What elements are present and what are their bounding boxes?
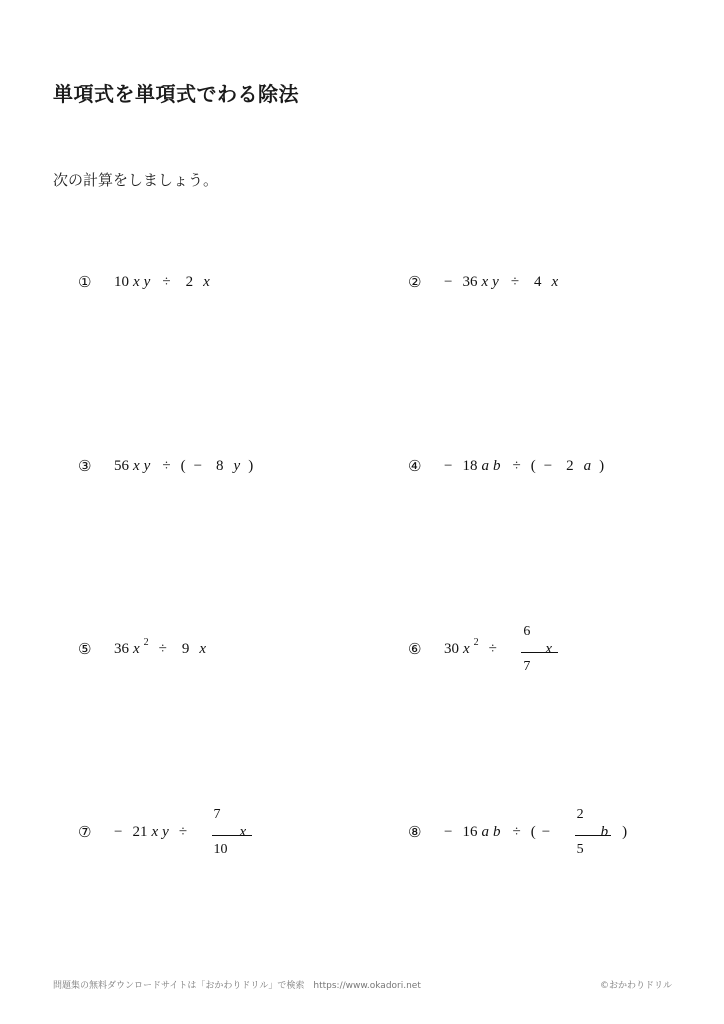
expression — [114, 274, 210, 291]
problem-number: ④ — [408, 457, 422, 475]
coefficient: 4 — [534, 273, 542, 290]
expression — [444, 458, 604, 475]
coefficient: 16 — [462, 823, 478, 840]
variable: x — [133, 457, 140, 474]
problem-7 — [78, 806, 247, 857]
problem-number: ⑦ — [78, 823, 92, 841]
expression — [444, 606, 552, 693]
variable: a — [481, 823, 489, 840]
fraction-denominator: 10 — [213, 841, 228, 857]
fraction-numerator: 6 — [523, 623, 531, 639]
expression — [444, 274, 558, 291]
divide-sign: ÷ — [162, 273, 171, 290]
problem-number: ① — [78, 273, 92, 291]
variable: x — [199, 640, 207, 657]
coefficient: 8 — [216, 457, 224, 474]
close-paren: ) — [599, 457, 605, 474]
open-paren: ( — [530, 823, 536, 840]
fraction-denominator: 7 — [523, 658, 531, 674]
variable: x — [133, 273, 140, 290]
variable: b — [492, 823, 501, 840]
variable: y — [143, 457, 151, 474]
minus-sign: − — [444, 273, 453, 290]
minus-sign: − — [193, 457, 203, 474]
problem-8 — [408, 806, 628, 857]
minus-sign: − — [444, 823, 453, 840]
instruction-text: 次の計算をしましょう。 — [53, 171, 219, 189]
coefficient: 56 — [114, 457, 129, 474]
problem-3 — [78, 446, 253, 486]
variable: x — [481, 273, 489, 290]
divide-sign: ÷ — [512, 457, 521, 474]
problem-1 — [78, 262, 210, 302]
coefficient: 18 — [462, 457, 478, 474]
divide-sign: ÷ — [162, 457, 171, 474]
problem-number: ⑤ — [78, 640, 92, 658]
close-paren: ) — [248, 457, 254, 474]
problem-6 — [408, 623, 553, 674]
minus-sign: − — [114, 823, 123, 840]
close-paren: ) — [622, 823, 628, 840]
problem-number: ⑧ — [408, 823, 422, 841]
fraction-numerator: 7 — [213, 806, 221, 822]
variable: b — [600, 823, 609, 840]
minus-sign: − — [444, 457, 453, 474]
variable: y — [492, 273, 499, 290]
variable: x — [545, 640, 553, 657]
minus-sign: − — [543, 457, 553, 474]
divide-sign: ÷ — [512, 823, 521, 840]
expression — [444, 789, 627, 876]
divide-sign: ÷ — [488, 640, 497, 657]
problem-4 — [408, 446, 604, 486]
coefficient: 36 — [114, 640, 129, 657]
coefficient: 2 — [566, 457, 574, 474]
variable: b — [492, 457, 501, 474]
coefficient: 10 — [114, 273, 129, 290]
expression — [114, 789, 246, 876]
open-paren: ( — [180, 457, 186, 474]
expression — [114, 636, 207, 658]
fraction-denominator: 5 — [576, 841, 584, 857]
variable: x — [151, 823, 159, 840]
problem-number: ⑥ — [408, 640, 422, 658]
problem-2 — [408, 262, 558, 302]
fraction — [189, 789, 230, 876]
expression — [114, 458, 253, 475]
exponent: 2 — [473, 636, 479, 648]
variable: x — [203, 273, 210, 290]
problem-number: ② — [408, 273, 422, 291]
divide-sign: ÷ — [510, 273, 520, 290]
variable: x — [133, 640, 140, 657]
exponent: 2 — [143, 636, 149, 648]
footer-site-note: 問題集の無料ダウンロードサイトは「おかわりドリル」で検索 https://www.okadori.net — [53, 981, 421, 991]
minus-sign: − — [541, 823, 551, 840]
fraction — [552, 789, 589, 876]
coefficient: 36 — [462, 273, 478, 290]
variable: a — [583, 457, 592, 474]
variable: y — [233, 457, 241, 474]
coefficient: 21 — [132, 823, 148, 840]
coefficient: 2 — [185, 273, 194, 290]
variable: x — [551, 273, 559, 290]
divide-sign: ÷ — [178, 823, 188, 840]
fraction-numerator: 2 — [576, 806, 584, 822]
variable: y — [162, 823, 169, 840]
page-title: 単項式を単項式でわる除法 — [53, 82, 299, 106]
problem-number: ③ — [78, 457, 92, 475]
fraction-bar — [521, 652, 558, 653]
open-paren: ( — [530, 457, 536, 474]
coefficient: 9 — [181, 640, 190, 657]
coefficient: 30 — [444, 640, 459, 657]
problem-5 — [78, 629, 206, 669]
variable: x — [463, 640, 470, 657]
variable: y — [143, 273, 151, 290]
variable: x — [239, 823, 247, 840]
variable: a — [481, 457, 489, 474]
divide-sign: ÷ — [158, 640, 167, 657]
fraction — [499, 606, 536, 693]
footer-copyright: ©おかわりドリル — [599, 981, 672, 991]
